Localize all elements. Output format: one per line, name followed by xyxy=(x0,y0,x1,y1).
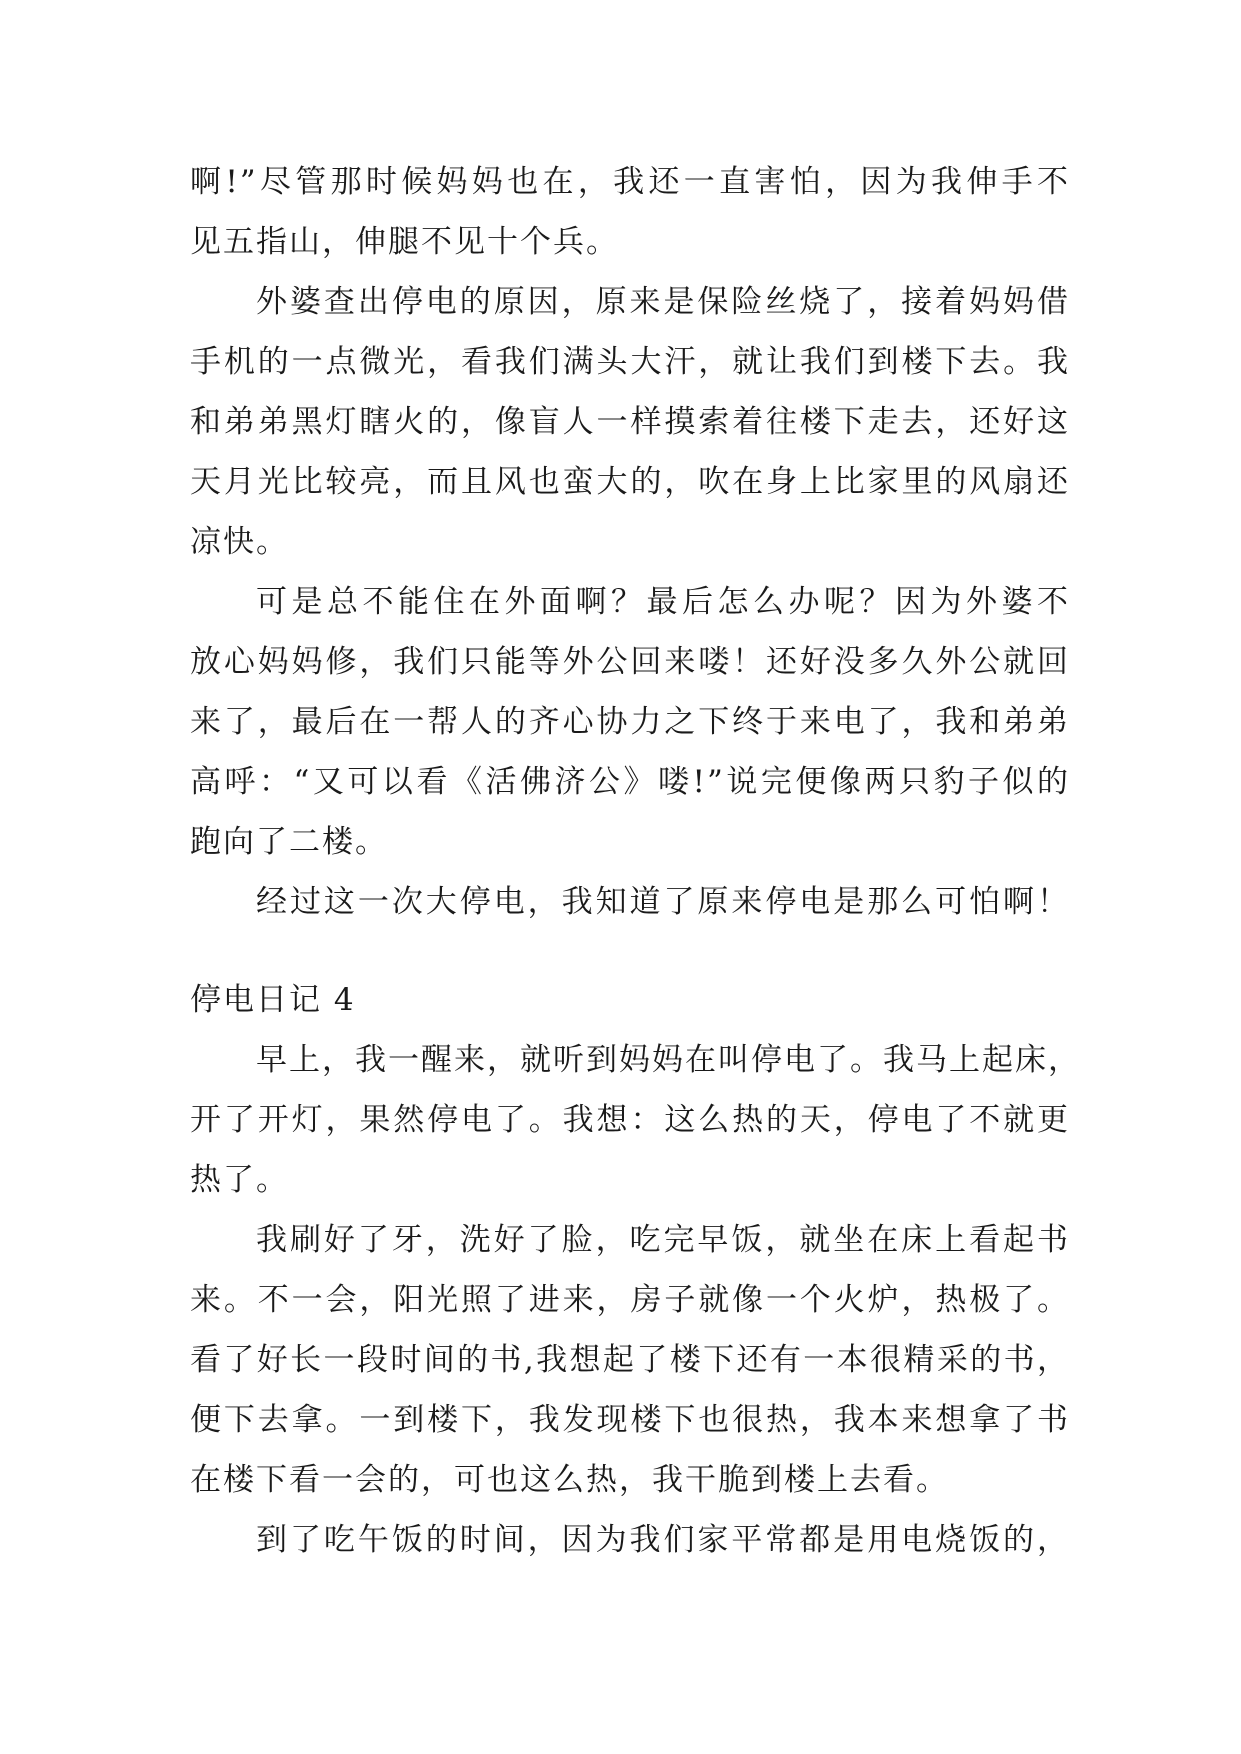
text-line: 天月光比较亮，而且风也蛮大的，吹在身上比家里的风扇还 xyxy=(190,464,1070,500)
text-line: 外婆查出停电的原因，原来是保险丝烧了，接着妈妈借 xyxy=(256,284,1070,320)
text-line: 来了，最后在一帮人的齐心协力之下终于来电了，我和弟弟 xyxy=(190,704,1070,740)
text-line: 经过这一次大停电，我知道了原来停电是那么可怕啊！ xyxy=(256,884,1070,920)
section-title: 停电日记 4 xyxy=(190,982,356,1018)
text-line: 放心妈妈修，我们只能等外公回来喽！还好没多久外公就回 xyxy=(190,644,1070,680)
text-line: 在楼下看一会的，可也这么热，我干脆到楼上去看。 xyxy=(190,1462,949,1498)
text-line: 早上，我一醒来，就听到妈妈在叫停电了。我马上起床， xyxy=(256,1042,1081,1078)
text-line: 跑向了二楼。 xyxy=(190,824,388,860)
text-line: 凉快。 xyxy=(190,524,289,560)
text-line: 和弟弟黑灯瞎火的，像盲人一样摸索着往楼下走去，还好这 xyxy=(190,404,1070,440)
text-line: 可是总不能住在外面啊？最后怎么办呢？因为外婆不 xyxy=(256,584,1070,620)
text-line: 啊!”尽管那时候妈妈也在，我还一直害怕，因为我伸手不 xyxy=(190,164,1070,200)
text-line: 热了。 xyxy=(190,1162,289,1198)
text-line: 开了开灯，果然停电了。我想：这么热的天，停电了不就更 xyxy=(190,1102,1070,1138)
text-line: 便下去拿。一到楼下，我发现楼下也很热，我本来想拿了书 xyxy=(190,1402,1070,1438)
text-line: 见五指山，伸腿不见十个兵。 xyxy=(190,224,619,260)
text-line: 高呼：“又可以看《活佛济公》喽!”说完便像两只豹子似的 xyxy=(190,764,1070,800)
text-line: 看了好长一段时间的书,我想起了楼下还有一本很精采的书， xyxy=(190,1342,1070,1378)
text-line: 手机的一点微光，看我们满头大汗，就让我们到楼下去。我 xyxy=(190,344,1070,380)
text-line: 到了吃午饭的时间，因为我们家平常都是用电烧饭的， xyxy=(256,1522,1070,1558)
text-line: 来。不一会，阳光照了进来，房子就像一个火炉，热极了。 xyxy=(190,1282,1070,1318)
text-line: 我刷好了牙，洗好了脸，吃完早饭，就坐在床上看起书 xyxy=(256,1222,1070,1258)
